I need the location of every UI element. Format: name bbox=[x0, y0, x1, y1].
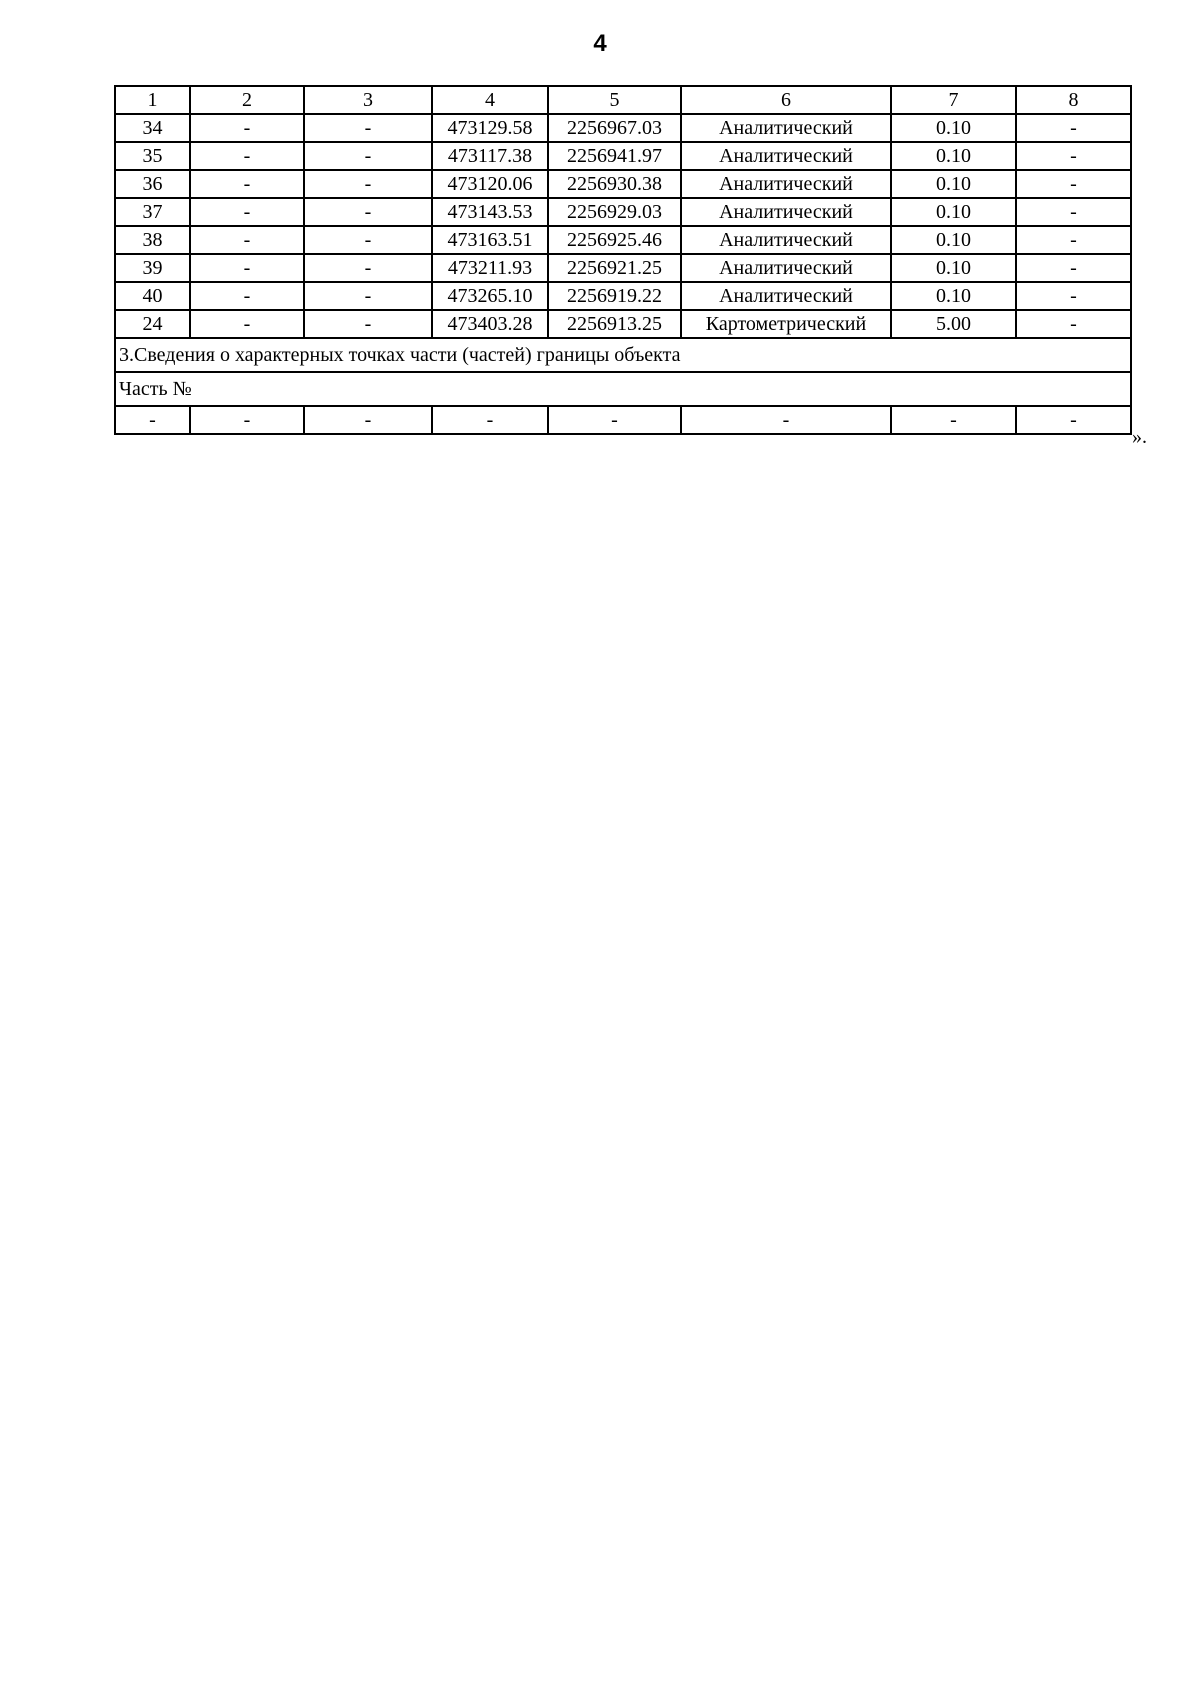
table-cell: - bbox=[681, 406, 891, 434]
part-row bbox=[115, 406, 1131, 434]
table-cell: - bbox=[190, 282, 304, 310]
table-cell: 473120.06 bbox=[432, 170, 548, 198]
table-cell: - bbox=[1016, 282, 1131, 310]
table-cell: Аналитический bbox=[681, 198, 891, 226]
table-cell: 2256929.03 bbox=[548, 198, 681, 226]
table-cell: - bbox=[190, 226, 304, 254]
table-cell: - bbox=[190, 310, 304, 338]
table-cell: - bbox=[1016, 198, 1131, 226]
table-cell: 38 bbox=[115, 226, 190, 254]
table-cell: 5.00 bbox=[891, 310, 1016, 338]
table-cell: 0.10 bbox=[891, 254, 1016, 282]
table-cell: Аналитический bbox=[681, 226, 891, 254]
table-cell: - bbox=[1016, 142, 1131, 170]
table-cell: 39 bbox=[115, 254, 190, 282]
table-cell: - bbox=[190, 170, 304, 198]
table-cell: - bbox=[1016, 226, 1131, 254]
table-cell: - bbox=[304, 114, 432, 142]
table-cell: 473211.93 bbox=[432, 254, 548, 282]
table-cell: - bbox=[304, 282, 432, 310]
table-cell: 2256925.46 bbox=[548, 226, 681, 254]
table-cell: Аналитический bbox=[681, 254, 891, 282]
table-cell: - bbox=[304, 170, 432, 198]
table-header-row bbox=[115, 86, 1131, 114]
table-cell: - bbox=[190, 198, 304, 226]
table-cell: 2256919.22 bbox=[548, 282, 681, 310]
table-cell: - bbox=[304, 198, 432, 226]
table-cell: - bbox=[1016, 114, 1131, 142]
table-cell: 473129.58 bbox=[432, 114, 548, 142]
table-cell: - bbox=[1016, 254, 1131, 282]
table-cell: 36 bbox=[115, 170, 190, 198]
table-cell: 2256941.97 bbox=[548, 142, 681, 170]
table-cell: - bbox=[190, 142, 304, 170]
header-cell: 5 bbox=[548, 86, 681, 114]
closing-quote-mark: ». bbox=[1132, 426, 1147, 448]
table-cell: - bbox=[1016, 310, 1131, 338]
page-number: 4 bbox=[593, 30, 607, 57]
header-cell: 6 bbox=[681, 86, 891, 114]
table-cell: Картометрический bbox=[681, 310, 891, 338]
table-cell: - bbox=[1016, 406, 1131, 434]
header-cell: 3 bbox=[304, 86, 432, 114]
table-row bbox=[115, 142, 1131, 170]
table-cell: 473143.53 bbox=[432, 198, 548, 226]
table-cell: 473163.51 bbox=[432, 226, 548, 254]
table-cell: - bbox=[304, 406, 432, 434]
part-label: Часть № bbox=[115, 372, 1131, 406]
table-cell: 40 bbox=[115, 282, 190, 310]
header-cell: 7 bbox=[891, 86, 1016, 114]
table-cell: - bbox=[548, 406, 681, 434]
table-cell: - bbox=[190, 254, 304, 282]
table-row bbox=[115, 310, 1131, 338]
table-cell: - bbox=[190, 114, 304, 142]
table-cell: 2256967.03 bbox=[548, 114, 681, 142]
table-row bbox=[115, 282, 1131, 310]
table-cell: 473117.38 bbox=[432, 142, 548, 170]
table-cell: Аналитический bbox=[681, 114, 891, 142]
table-cell: 0.10 bbox=[891, 170, 1016, 198]
table-cell: - bbox=[432, 406, 548, 434]
table-cell: - bbox=[1016, 170, 1131, 198]
table-cell: 0.10 bbox=[891, 226, 1016, 254]
header-cell: 1 bbox=[115, 86, 190, 114]
section-title: 3.Сведения о характерных точках части (частей) границы объекта bbox=[115, 338, 1131, 372]
table-cell: 2256913.25 bbox=[548, 310, 681, 338]
table-row bbox=[115, 198, 1131, 226]
header-cell: 2 bbox=[190, 86, 304, 114]
table-row bbox=[115, 254, 1131, 282]
table-row bbox=[115, 114, 1131, 142]
part-label-row bbox=[115, 372, 1131, 406]
table-cell: - bbox=[115, 406, 190, 434]
table-row bbox=[115, 226, 1131, 254]
table-cell: 24 bbox=[115, 310, 190, 338]
table-cell: Аналитический bbox=[681, 170, 891, 198]
table-cell: - bbox=[304, 226, 432, 254]
table-cell: Аналитический bbox=[681, 142, 891, 170]
table-cell: 34 bbox=[115, 114, 190, 142]
table-cell: - bbox=[304, 254, 432, 282]
table-row bbox=[115, 170, 1131, 198]
section-title-row bbox=[115, 338, 1131, 372]
table-cell: - bbox=[891, 406, 1016, 434]
table-cell: 0.10 bbox=[891, 198, 1016, 226]
table-cell: 473403.28 bbox=[432, 310, 548, 338]
table-cell: 35 bbox=[115, 142, 190, 170]
table-cell: 0.10 bbox=[891, 142, 1016, 170]
table-cell: 37 bbox=[115, 198, 190, 226]
boundary-points-table bbox=[114, 85, 1132, 435]
table-cell: - bbox=[190, 406, 304, 434]
table-body bbox=[115, 86, 1131, 434]
header-cell: 4 bbox=[432, 86, 548, 114]
table-cell: 473265.10 bbox=[432, 282, 548, 310]
table-cell: 2256930.38 bbox=[548, 170, 681, 198]
header-cell: 8 bbox=[1016, 86, 1131, 114]
table-cell: 0.10 bbox=[891, 114, 1016, 142]
table-cell: - bbox=[304, 310, 432, 338]
table-cell: - bbox=[304, 142, 432, 170]
table-cell: Аналитический bbox=[681, 282, 891, 310]
table-cell: 0.10 bbox=[891, 282, 1016, 310]
table-cell: 2256921.25 bbox=[548, 254, 681, 282]
